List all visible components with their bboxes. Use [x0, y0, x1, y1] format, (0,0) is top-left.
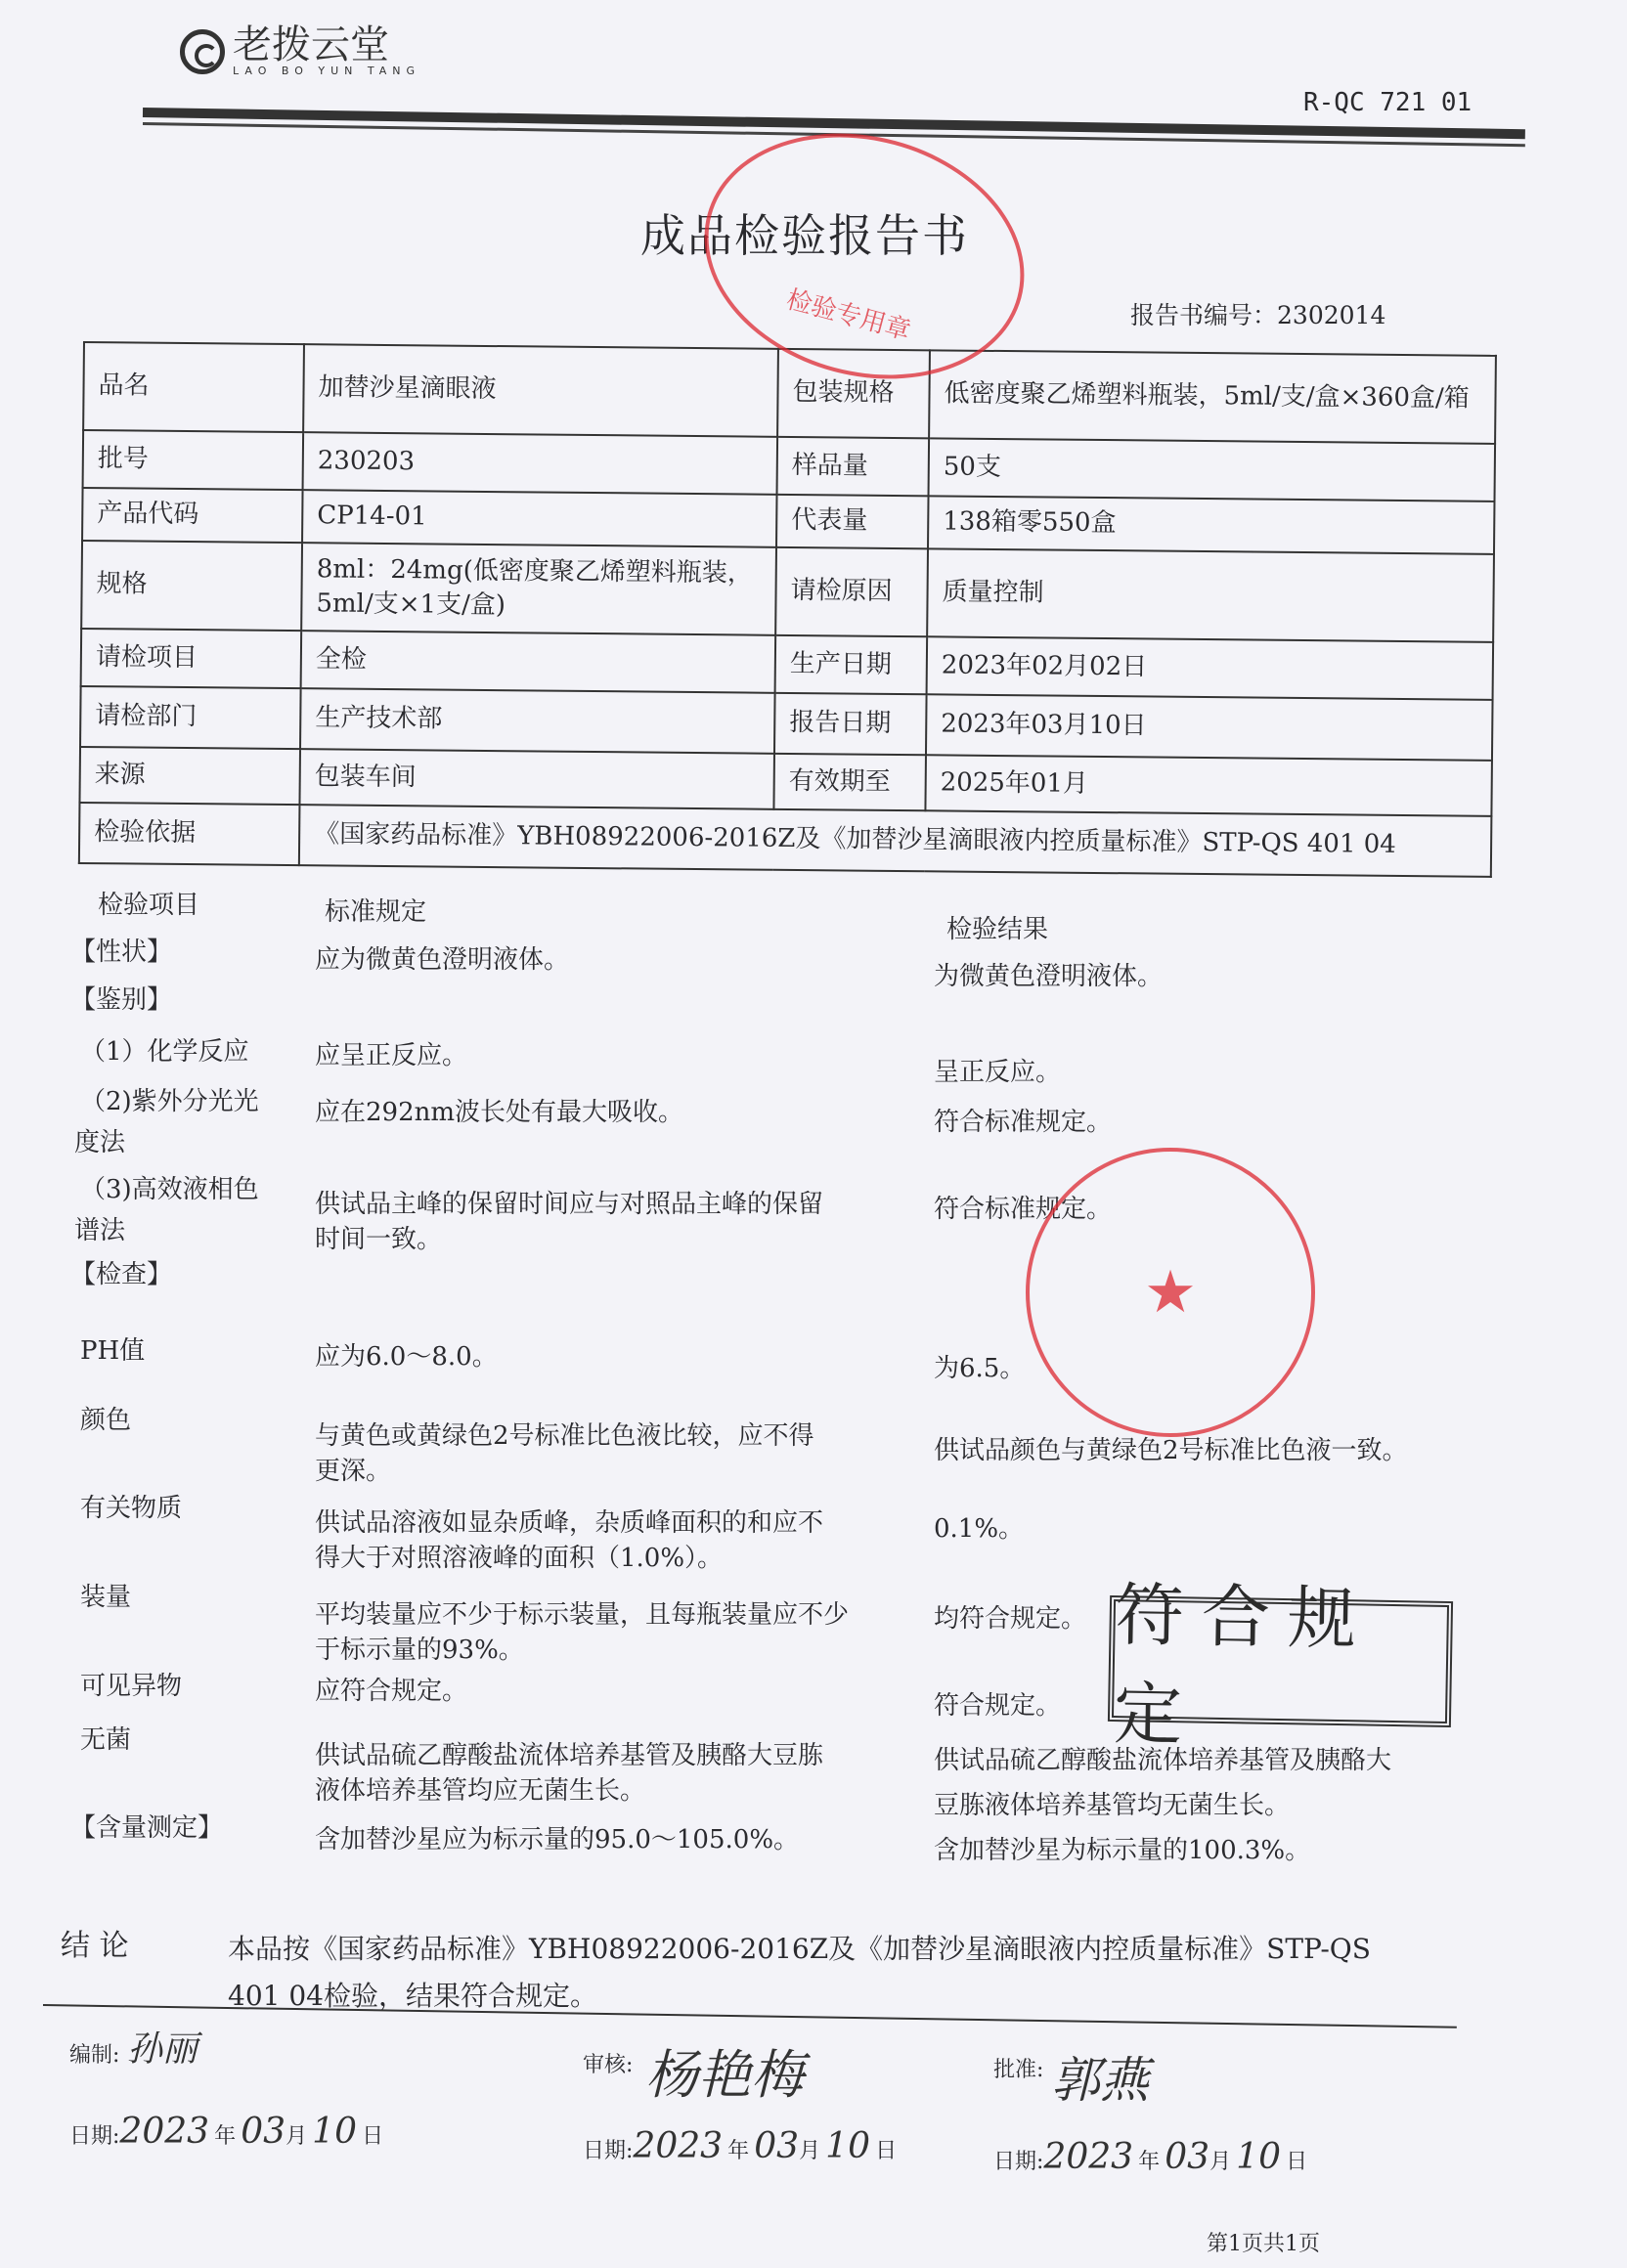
info-label: 品名 — [83, 342, 304, 432]
info-label: 来源 — [79, 747, 300, 805]
date-month: 03 — [1165, 2137, 1210, 2177]
info-row — [81, 541, 1494, 642]
test-result-cont: 豆胨液体培养基管均无菌生长。 — [934, 1791, 1291, 1820]
report-number — [1130, 296, 1385, 331]
qa-stamp — [1026, 1148, 1315, 1437]
test-standard-cont: 于标示量的93%。 — [315, 1636, 524, 1665]
test-standard-cont: 液体培养基管均应无菌生长。 — [315, 1776, 646, 1806]
date-year: 2023 — [1043, 2137, 1134, 2177]
info-label: 产品代码 — [82, 488, 303, 543]
year-char: 年 — [1138, 2150, 1161, 2174]
month-char: 月 — [1209, 2150, 1232, 2174]
year-char: 年 — [727, 2139, 750, 2163]
test-item-cont: 谱法 — [74, 1216, 126, 1245]
date-year: 2023 — [119, 2112, 210, 2152]
test-item: 【性状】 — [70, 938, 173, 967]
test-standard-cont: 更深。 — [315, 1457, 392, 1486]
star-icon: ★ — [1144, 1258, 1197, 1327]
divider — [43, 2004, 1457, 2028]
info-value: 2023年03月10日 — [926, 694, 1493, 761]
info-table — [78, 341, 1497, 878]
test-result: 为微黄色澄明液体。 — [934, 962, 1164, 991]
company-logo — [180, 22, 421, 77]
inspection-stamp-text: 检验专用章 — [783, 284, 914, 346]
report-number-value: 2302014 — [1277, 301, 1386, 329]
date-label: 日期: — [993, 2150, 1044, 2174]
prepared-label: 编制: — [69, 2043, 120, 2068]
date-month: 03 — [754, 2126, 800, 2166]
date-day: 10 — [312, 2112, 357, 2152]
info-value: 全检 — [301, 631, 776, 693]
day-char: 日 — [362, 2124, 384, 2149]
col-result-header: 检验结果 — [946, 915, 1049, 944]
test-item: 颜色 — [80, 1406, 132, 1435]
conclusion-label: 结 论 — [61, 1929, 129, 1963]
info-label: 代表量 — [776, 495, 929, 548]
test-standard: 含加替沙星应为标示量的95.0～105.0%。 — [315, 1825, 800, 1854]
test-standard: 供试品溶液如显杂质峰，杂质峰面积的和应不 — [315, 1508, 824, 1538]
test-item: （2)紫外分光光 — [80, 1087, 259, 1116]
test-item: 装量 — [80, 1583, 132, 1612]
info-row-basis — [79, 803, 1492, 877]
test-result: 0.1%。 — [934, 1514, 1025, 1544]
date-day: 10 — [825, 2126, 870, 2166]
conclusion-line1: 本品按《国家药品标准》YBH08922006-2016Z及《加替沙星滴眼液内控质量标准》STP-QS — [228, 1933, 1371, 1965]
date-month: 03 — [241, 2112, 286, 2152]
test-item: 无菌 — [80, 1725, 132, 1755]
info-row — [83, 342, 1496, 444]
test-standard: 平均装量应不少于标示装量，且每瓶装量应不少 — [315, 1600, 850, 1630]
info-value: CP14-01 — [302, 490, 776, 547]
info-label: 有效期至 — [773, 754, 926, 810]
info-label: 样品量 — [777, 437, 930, 496]
logo-en: LAO BO YUN TANG — [233, 65, 421, 77]
doc-code: R-QC 721 01 — [1303, 88, 1473, 117]
sign-date — [993, 2137, 1307, 2177]
test-result: 含加替沙星为标示量的100.3%。 — [934, 1836, 1311, 1865]
date-label: 日期: — [583, 2139, 634, 2163]
test-standard: 供试品主峰的保留时间应与对照品主峰的保留 — [315, 1190, 824, 1219]
test-standard: 应符合规定。 — [315, 1677, 468, 1706]
month-char: 月 — [799, 2139, 821, 2163]
info-value: 质量控制 — [927, 548, 1494, 642]
test-standard: 应为微黄色澄明液体。 — [315, 945, 570, 975]
info-value: 2025年01月 — [925, 755, 1492, 816]
info-value: 包装车间 — [299, 749, 774, 809]
test-item: 可见异物 — [80, 1672, 183, 1701]
reviewed-signature: 杨艳梅 — [645, 2044, 804, 2106]
test-result: 均符合规定。 — [934, 1604, 1087, 1634]
info-value: 加替沙星滴眼液 — [303, 344, 778, 437]
test-item-cont: 度法 — [74, 1128, 126, 1157]
info-value: 8ml：24mg(低密度聚乙烯塑料瓶装，5ml/支×1支/盒) — [301, 543, 776, 635]
test-item: 【含量测定】 — [70, 1813, 224, 1843]
conclusion-line2: 401 04检验，结果符合规定。 — [228, 1980, 597, 2012]
day-char: 日 — [1286, 2150, 1308, 2174]
date-day: 10 — [1236, 2137, 1281, 2177]
test-standard-cont: 得大于对照溶液峰的面积（1.0%）。 — [315, 1544, 724, 1573]
info-value: 138箱零550盒 — [928, 496, 1494, 554]
test-result: 符合标准规定。 — [934, 1195, 1113, 1224]
info-label: 请检部门 — [80, 686, 301, 749]
info-label: 包装规格 — [777, 349, 930, 438]
sign-date — [583, 2126, 897, 2166]
date-label: 日期: — [69, 2124, 120, 2149]
info-label: 请检原因 — [775, 547, 928, 636]
test-standard: 应为6.0～8.0。 — [315, 1342, 498, 1372]
test-standard: 供试品硫乙醇酸盐流体培养基管及胰酪大豆胨 — [315, 1741, 824, 1770]
info-label: 规格 — [81, 541, 302, 631]
logo-cn: 老拨云堂 — [233, 22, 389, 67]
approved-signature: 郭燕 — [1051, 2052, 1149, 2109]
prepared-signature: 孙丽 — [127, 2029, 198, 2070]
conform-stamp: 符合规定 — [1108, 1595, 1453, 1727]
test-item: 【检查】 — [70, 1260, 173, 1289]
test-item: 【鉴别】 — [70, 985, 173, 1015]
day-char: 日 — [875, 2139, 898, 2163]
info-value: 50支 — [929, 438, 1496, 502]
page-number: 第1页共1页 — [1207, 2232, 1320, 2256]
col-standard-header: 标准规定 — [325, 897, 427, 927]
info-label: 请检项目 — [81, 629, 302, 688]
page-title: 成品检验报告书 — [640, 209, 969, 262]
test-standard-cont: 时间一致。 — [315, 1225, 443, 1254]
test-result: 为6.5。 — [934, 1354, 1026, 1383]
test-standard: 应在292nm波长处有最大吸收。 — [315, 1098, 684, 1127]
basis-value: 《国家药品标准》YBH08922006-2016Z及《加替沙星滴眼液内控质量标准》STP-QS 401 04 — [299, 805, 1492, 877]
test-result: 供试品硫乙醇酸盐流体培养基管及胰酪大 — [934, 1746, 1392, 1775]
info-value: 2023年02月02日 — [927, 636, 1494, 700]
basis-label: 检验依据 — [79, 803, 300, 865]
test-result: 符合规定。 — [934, 1691, 1062, 1721]
info-label: 生产日期 — [775, 635, 928, 694]
test-item: （3)高效液相色 — [80, 1175, 259, 1204]
info-value: 低密度聚乙烯塑料瓶装，5ml/支/盒×360盒/箱 — [929, 350, 1496, 444]
col-item-header: 检验项目 — [98, 891, 200, 920]
test-result: 供试品颜色与黄绿色2号标准比色液一致。 — [934, 1436, 1408, 1465]
info-value: 生产技术部 — [300, 688, 775, 754]
test-item: （1）化学反应 — [80, 1037, 249, 1067]
report-number-label: 报告书编号： — [1130, 301, 1278, 329]
month-char: 月 — [286, 2124, 308, 2149]
date-year: 2023 — [633, 2126, 724, 2166]
reviewed-label: 审核: — [583, 2053, 634, 2077]
info-value: 230203 — [303, 432, 778, 495]
test-result: 呈正反应。 — [934, 1058, 1062, 1087]
info-label: 批号 — [83, 430, 304, 490]
test-standard: 应呈正反应。 — [315, 1041, 468, 1070]
test-standard: 与黄色或黄绿色2号标准比色液比较，应不得 — [315, 1421, 814, 1451]
test-result: 符合标准规定。 — [934, 1108, 1113, 1137]
test-item: PH值 — [80, 1336, 146, 1366]
logo-mark-icon — [180, 29, 225, 74]
year-char: 年 — [214, 2124, 237, 2149]
sign-date — [69, 2112, 383, 2152]
test-item: 有关物质 — [80, 1494, 183, 1523]
info-label: 报告日期 — [774, 693, 927, 755]
approved-label: 批准: — [993, 2058, 1044, 2082]
